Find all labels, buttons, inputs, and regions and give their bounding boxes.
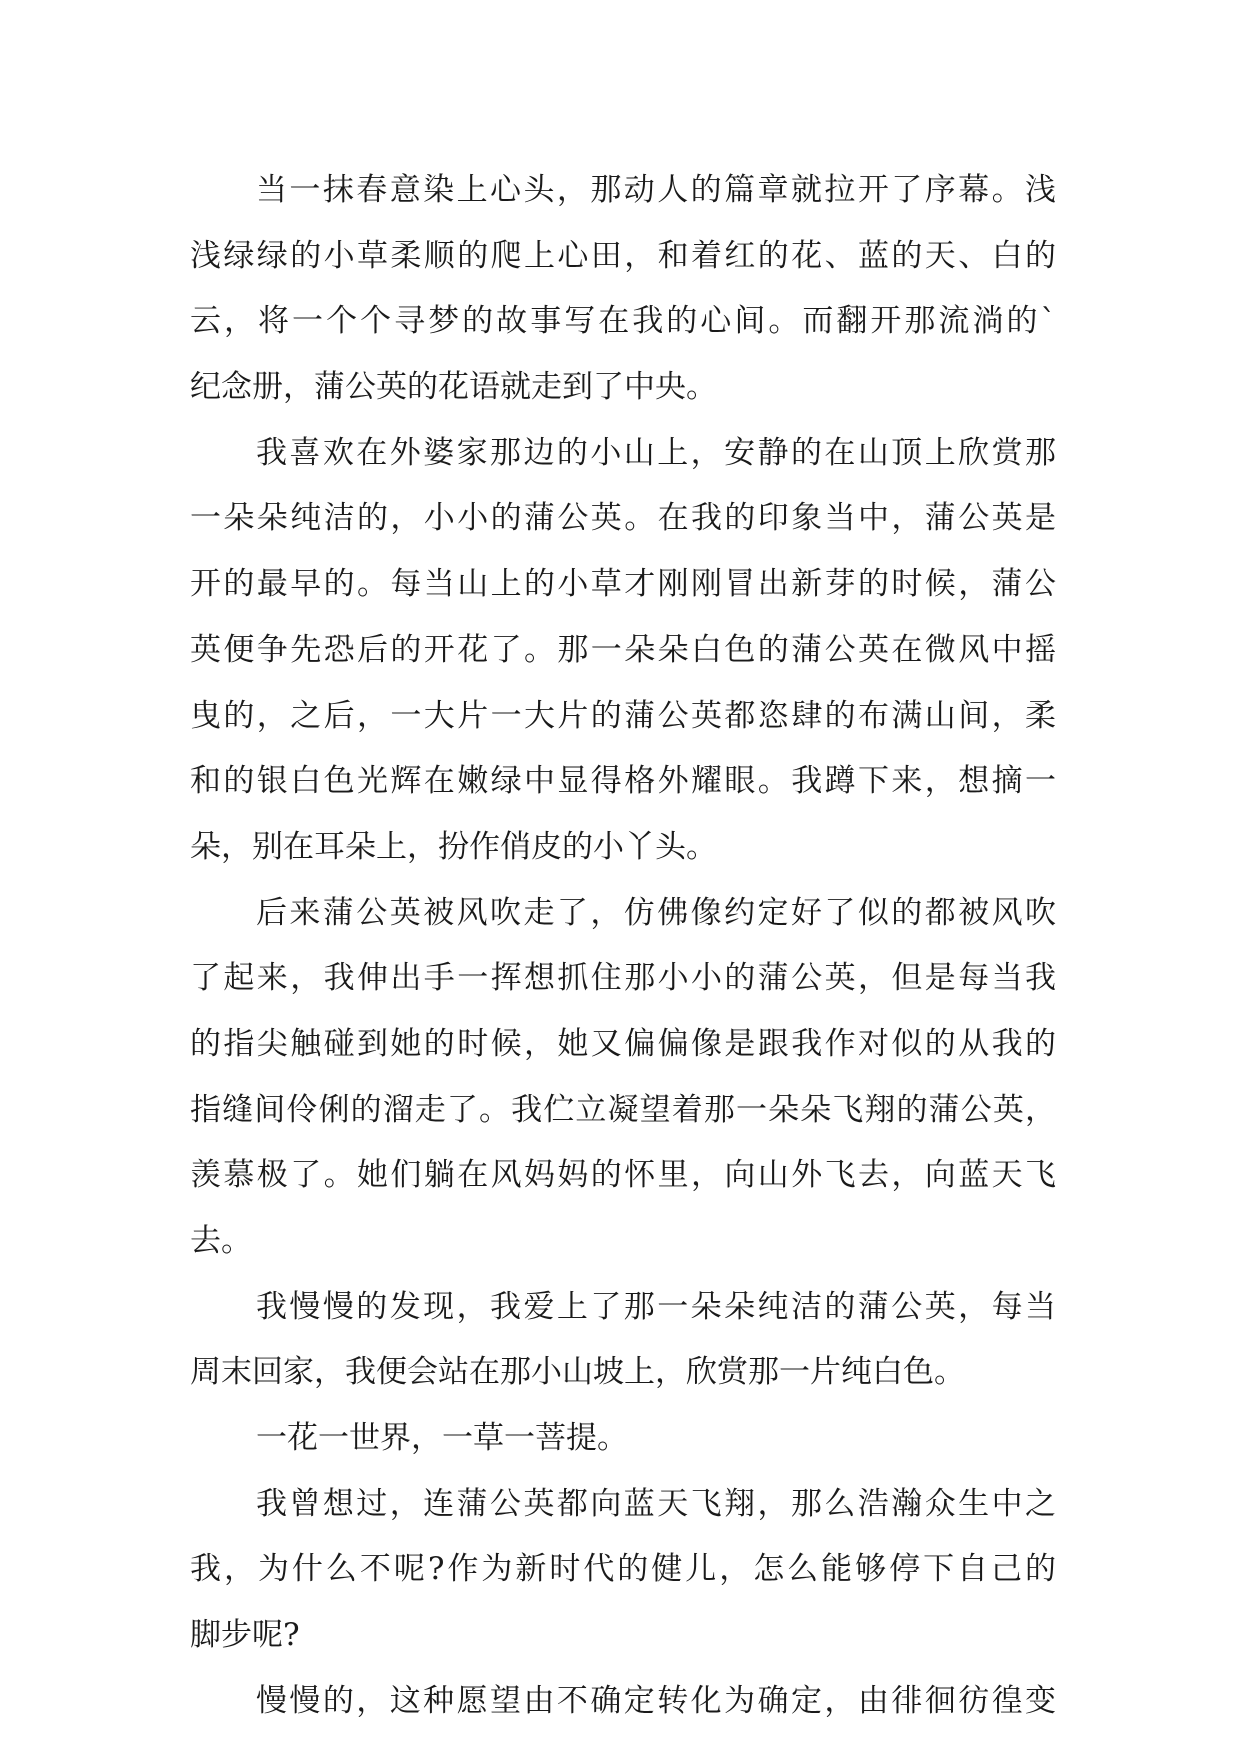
text-line: 我曾想过，连蒲公英都向蓝天飞翔，那么浩瀚众生中之 bbox=[256, 1485, 1056, 1522]
text-line: 去。 bbox=[190, 1223, 252, 1259]
text-line: 英便争先恐后的开花了。那一朵朵白色的蒲公英在微风中摇 bbox=[190, 631, 1056, 668]
text-line: 慢慢的，这种愿望由不确定转化为确定，由徘徊彷徨变 bbox=[256, 1682, 1056, 1719]
text-line: 后来蒲公英被风吹走了，仿佛像约定好了似的都被风吹 bbox=[256, 894, 1056, 931]
text-line: 了起来，我伸出手一挥想抓住那小小的蒲公英，但是每当我 bbox=[190, 960, 1056, 997]
text-line: 一朵朵纯洁的，小小的蒲公英。在我的印象当中，蒲公英是 bbox=[190, 500, 1056, 537]
text-line: 云，将一个个寻梦的故事写在我的心间。而翻开那流淌的` bbox=[190, 303, 1056, 340]
text-line: 我慢慢的发现，我爱上了那一朵朵纯洁的蒲公英，每当 bbox=[256, 1288, 1056, 1325]
text-line: 和的银白色光辉在嫩绿中显得格外耀眼。我蹲下来，想摘一 bbox=[190, 763, 1056, 800]
text-line: 浅绿绿的小草柔顺的爬上心田，和着红的花、蓝的天、白的 bbox=[190, 237, 1056, 274]
text-line: 羡慕极了。她们躺在风妈妈的怀里，向山外飞去，向蓝天飞 bbox=[190, 1157, 1056, 1194]
text-line: 周末回家，我便会站在那小山坡上，欣赏那一片纯白色。 bbox=[190, 1354, 965, 1391]
text-line: 朵，别在耳朵上，扮作俏皮的小丫头。 bbox=[190, 828, 717, 865]
essay-body bbox=[190, 158, 1056, 1735]
text-line: 一花一世界，一草一菩提。 bbox=[256, 1420, 628, 1457]
text-line: 我喜欢在外婆家那边的小山上，安静的在山顶上欣赏那 bbox=[256, 434, 1056, 471]
text-line: 指缝间伶俐的溜走了。我伫立凝望着那一朵朵飞翔的蒲公英， bbox=[190, 1091, 1056, 1128]
text-line: 脚步呢? bbox=[190, 1617, 300, 1654]
text-line: 开的最早的。每当山上的小草才刚刚冒出新芽的时候，蒲公 bbox=[190, 566, 1056, 603]
text-line: 我，为什么不呢?作为新时代的健儿，怎么能够停下自己的 bbox=[190, 1551, 1056, 1588]
text-line: 的指尖触碰到她的时候，她又偏偏像是跟我作对似的从我的 bbox=[190, 1025, 1056, 1062]
text-line: 当一抹春意染上心头，那动人的篇章就拉开了序幕。浅 bbox=[256, 172, 1056, 208]
text-line: 曳的，之后，一大片一大片的蒲公英都恣肆的布满山间，柔 bbox=[190, 697, 1056, 734]
text-line: 纪念册，蒲公英的花语就走到了中央。 bbox=[190, 369, 717, 406]
